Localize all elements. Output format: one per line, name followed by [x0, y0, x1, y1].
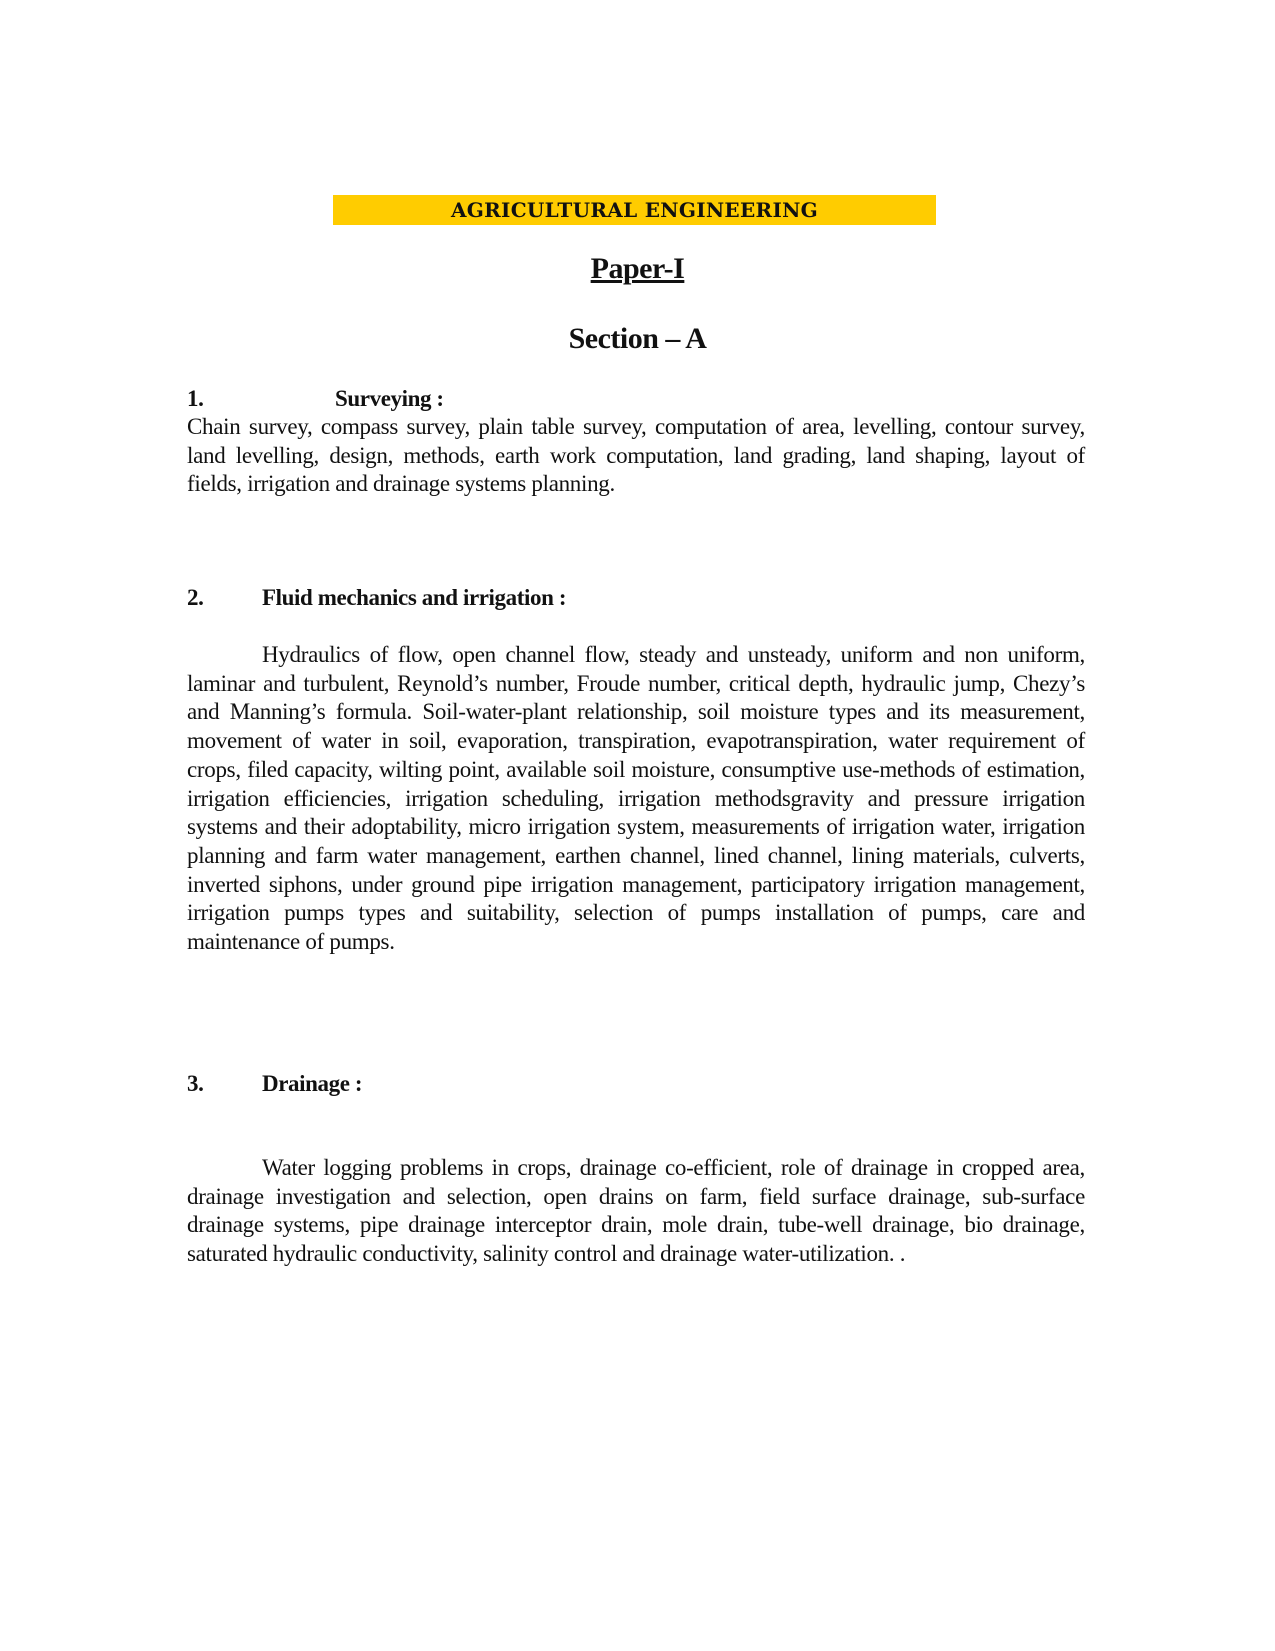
topic-number: 3.: [187, 1071, 204, 1096]
topic-body-drainage: Water logging problems in crops, drainage co-efficient, role of drainage in cropped area, drainage investigation and selection, open drains on farm, field surface drainage, sub-surface drainage systems, pipe drainage interceptor drain, mole drain, tube-well drainage, bio drainage, saturated hydraulic conductivity, salinity control and drainage water-utilization. .: [187, 1155, 1085, 1267]
topic-number: 1.: [187, 386, 204, 411]
topic-heading-surveying: [187, 386, 444, 412]
section-title: Section – A: [568, 322, 707, 355]
topic-heading-drainage: [187, 1071, 362, 1097]
paper-title: Paper-I: [590, 252, 685, 285]
subject-banner: AGRICULTURAL ENGINEERING: [333, 195, 936, 225]
topic-title: Drainage :: [262, 1071, 363, 1096]
topic-title: Surveying :: [335, 386, 444, 411]
topic-heading-fluid-mechanics: [187, 585, 566, 611]
topic-title: Fluid mechanics and irrigation :: [262, 585, 567, 610]
topic-number: 2.: [187, 585, 204, 610]
topic-body-surveying: Chain survey, compass survey, plain table survey, computation of area, levelling, contour survey, land levelling, design, methods, earth work computation, land grading, land shaping, layout of fields, irrigation and drainage systems planning.: [187, 414, 1085, 497]
topic-body-fluid-mechanics: Hydraulics of flow, open channel flow, steady and unsteady, uniform and non uniform, laminar and turbulent, Reynold’s number, Froude number, critical depth, hydraulic jump, Chezy’s and Manning’s formula. Soil-water-plant relationship, soil moisture types and its measurement, movement of water in soil, evaporation, transpiration, evapotranspiration, water requirement of crops, filed capacity, wilting point, available soil moisture, consumptive use-methods of estimation, irrigation efficiencies, irrigation scheduling, irrigation methodsgravity and pressure irrigation systems and their adoptability, micro irrigation system, measurements of irrigation water, irrigation planning and farm water management, earthen channel, lined channel, lining materials, culverts, inverted siphons, under ground pipe irrigation management, participatory irrigation management, irrigation pumps types and suitability, selection of pumps installation of pumps, care and maintenance of pumps.: [187, 642, 1085, 955]
